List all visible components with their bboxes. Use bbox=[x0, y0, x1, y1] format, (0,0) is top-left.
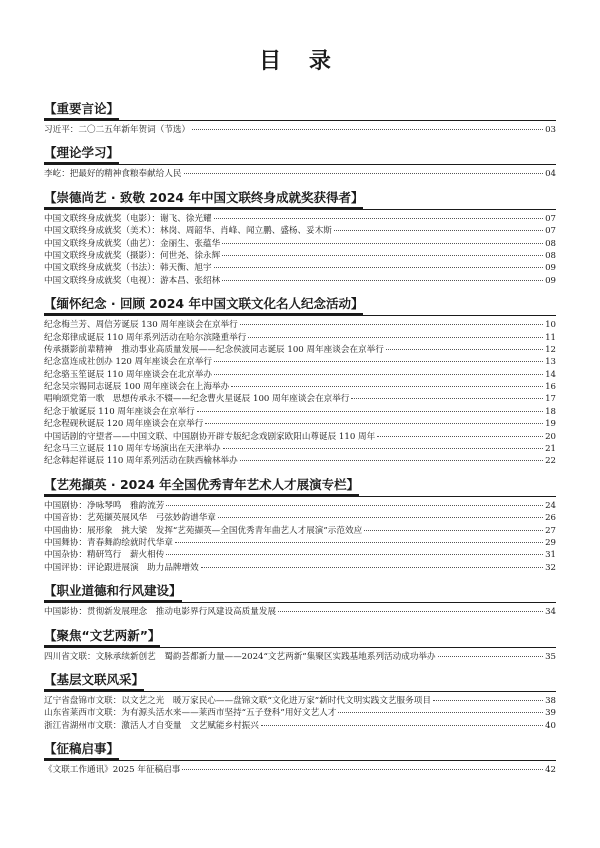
toc-entry[interactable] bbox=[44, 381, 556, 393]
toc-section bbox=[44, 625, 556, 663]
toc-entry[interactable] bbox=[44, 238, 556, 250]
toc-section bbox=[44, 474, 556, 574]
dot-leader bbox=[351, 398, 543, 399]
entry-title: 中国评协：评论跟进展演 助力品牌增效 bbox=[44, 562, 199, 573]
toc-entry[interactable] bbox=[44, 695, 556, 707]
entry-title: 纪念吴宗锡同志诞辰 100 周年座谈会在上海举办 bbox=[44, 382, 230, 393]
dot-leader bbox=[240, 324, 543, 325]
dot-leader bbox=[334, 230, 543, 231]
entry-title: 中国杂协：精研笃行 薪火相传 bbox=[44, 550, 165, 561]
page-title: 目 录 bbox=[259, 49, 341, 74]
dot-leader bbox=[433, 700, 543, 701]
entry-page-number: 07 bbox=[545, 213, 556, 224]
entry-title: 辽宁省盘锦市文联：以文艺之光 暖万家民心——盘锦文联“文化进万家”新时代文明实践文艺服务项目 bbox=[44, 695, 431, 706]
entry-page-number: 32 bbox=[545, 562, 556, 573]
section-entries bbox=[44, 602, 556, 618]
toc-entry[interactable] bbox=[44, 332, 556, 344]
entry-title: 四川省文联：文脉承续新创艺 蜀韵荟都新力量——2024“文艺两新”集聚区实践基地系列活动成功举办 bbox=[44, 651, 436, 662]
dot-leader bbox=[166, 554, 543, 555]
section-heading: 【缅怀纪念 · 回顾 2024 年中国文联文化名人纪念活动】 bbox=[44, 296, 363, 315]
entry-page-number: 29 bbox=[545, 537, 556, 548]
toc-section bbox=[44, 142, 556, 180]
entry-title: 纪念富连成社创办 120 周年座谈会在京举行 bbox=[44, 357, 212, 368]
entry-page-number: 07 bbox=[545, 226, 556, 237]
dot-leader bbox=[222, 243, 543, 244]
dot-leader bbox=[197, 411, 543, 412]
toc-entry[interactable] bbox=[44, 500, 556, 512]
toc-entry[interactable] bbox=[44, 525, 556, 537]
entry-title: 纪念郑律成诞辰 110 周年系列活动在哈尔滨隆重举行 bbox=[44, 332, 247, 343]
toc-entry[interactable] bbox=[44, 225, 556, 237]
dot-leader bbox=[364, 530, 543, 531]
toc-entry[interactable] bbox=[44, 393, 556, 405]
entry-title: 中国影协：贯彻新发展理念 推动电影界行风建设高质量发展 bbox=[44, 607, 277, 618]
toc-entry[interactable] bbox=[44, 431, 556, 443]
toc-entry[interactable] bbox=[44, 455, 556, 467]
toc-entry[interactable] bbox=[44, 356, 556, 368]
section-heading: 【崇德尚艺 · 致敬 2024 年中国文联终身成就奖获得者】 bbox=[44, 190, 363, 209]
section-entries bbox=[44, 315, 556, 468]
dot-leader bbox=[192, 129, 543, 130]
entry-title: 中国剧协：净咏琴鸣 雅韵流芳 bbox=[44, 500, 165, 511]
section-heading: 【征稿启事】 bbox=[44, 741, 119, 760]
toc-entry[interactable] bbox=[44, 406, 556, 418]
entry-title: 纪念梅兰芳、周信芳诞辰 130 周年座谈会在京举行 bbox=[44, 320, 238, 331]
dot-leader bbox=[438, 656, 543, 657]
toc-entry[interactable] bbox=[44, 764, 556, 776]
entry-page-number: 09 bbox=[545, 275, 556, 286]
table-of-contents bbox=[44, 98, 556, 777]
entry-page-number: 10 bbox=[545, 320, 556, 331]
entry-title: 唱响颂党第一歌 思想传承永不辍——纪念曹火星诞辰 100 周年座谈会在京举行 bbox=[44, 394, 350, 405]
toc-entry[interactable] bbox=[44, 250, 556, 262]
entry-title: 山东省莱西市文联：为有源头活水来——莱西市坚持“五子登科”用好文艺人才 bbox=[44, 708, 337, 719]
toc-entry[interactable] bbox=[44, 537, 556, 549]
entry-title: 中国文联终身成就奖（曲艺）：金丽生、张蕴华 bbox=[44, 238, 221, 249]
entry-title: 中国文联终身成就奖（书法）：韩天衡、旭宇 bbox=[44, 263, 212, 274]
entry-page-number: 03 bbox=[545, 125, 556, 135]
dot-leader bbox=[175, 542, 543, 543]
entry-title: 中国音协：艺苑撷英展风华 弓弦妙韵谱华章 bbox=[44, 513, 216, 524]
dot-leader bbox=[201, 567, 543, 568]
dot-leader bbox=[166, 505, 543, 506]
entry-page-number: 34 bbox=[545, 607, 556, 618]
entry-page-number: 16 bbox=[545, 382, 556, 393]
section-entries bbox=[44, 647, 556, 663]
toc-entry[interactable] bbox=[44, 651, 556, 663]
dot-leader bbox=[214, 361, 543, 362]
dot-leader bbox=[338, 712, 543, 713]
entry-page-number: 04 bbox=[545, 169, 556, 180]
entry-page-number: 27 bbox=[545, 525, 556, 536]
entry-page-number: 14 bbox=[545, 369, 556, 380]
toc-entry[interactable] bbox=[44, 720, 556, 732]
entry-page-number: 13 bbox=[545, 357, 556, 368]
dot-leader bbox=[182, 769, 543, 770]
toc-entry[interactable] bbox=[44, 512, 556, 524]
entry-page-number: 17 bbox=[545, 394, 556, 405]
section-heading: 【重要言论】 bbox=[44, 101, 119, 120]
toc-entry[interactable] bbox=[44, 344, 556, 356]
section-entries bbox=[44, 496, 556, 574]
entry-title: 纪念骆玉笙诞辰 110 周年座谈会在北京举办 bbox=[44, 369, 212, 380]
section-entries bbox=[44, 209, 556, 287]
entry-page-number: 39 bbox=[545, 708, 556, 719]
toc-entry[interactable] bbox=[44, 262, 556, 274]
entry-page-number: 08 bbox=[545, 238, 556, 249]
entry-page-number: 40 bbox=[545, 720, 556, 731]
entry-page-number: 21 bbox=[545, 444, 556, 455]
dot-leader bbox=[214, 218, 543, 219]
entry-title: 中国文联终身成就奖（美术）：林岗、周韶华、肖峰、闻立鹏、盛杨、妥木斯 bbox=[44, 226, 332, 237]
dot-leader bbox=[205, 423, 543, 424]
section-heading: 【艺苑擷英 · 2024 年全国优秀青年艺术人才展演专栏】 bbox=[44, 477, 359, 496]
dot-leader bbox=[278, 611, 543, 612]
entry-title: 李屹：把最好的精神食粮奉献给人民 bbox=[44, 169, 182, 180]
toc-entry[interactable] bbox=[44, 213, 556, 225]
section-entries bbox=[44, 120, 556, 136]
dot-leader bbox=[248, 337, 543, 338]
dot-leader bbox=[377, 436, 543, 437]
toc-entry[interactable] bbox=[44, 319, 556, 331]
section-entries bbox=[44, 760, 556, 776]
dot-leader bbox=[231, 386, 543, 387]
toc-entry[interactable] bbox=[44, 707, 556, 719]
entry-title: 中国舞协：青春舞韵绘就时代华章 bbox=[44, 537, 173, 548]
section-heading: 【基层文联风采】 bbox=[44, 672, 144, 691]
toc-section bbox=[44, 293, 556, 468]
entry-page-number: 18 bbox=[545, 406, 556, 417]
toc-entry[interactable] bbox=[44, 369, 556, 381]
entry-page-number: 24 bbox=[545, 500, 556, 511]
dot-leader bbox=[386, 349, 543, 350]
entry-title: 中国曲协：展形象 挑大梁 发挥“艺苑撷英—全国优秀青年曲艺人才展演”示范效应 bbox=[44, 525, 363, 536]
dot-leader bbox=[223, 448, 544, 449]
dot-leader bbox=[240, 460, 543, 461]
entry-page-number: 19 bbox=[545, 419, 556, 430]
dot-leader bbox=[214, 374, 543, 375]
toc-entry[interactable] bbox=[44, 168, 556, 180]
entry-page-number: 20 bbox=[545, 431, 556, 442]
entry-title: 习近平：二〇二五年新年贺词（节选） bbox=[44, 125, 191, 135]
entry-page-number: 12 bbox=[545, 344, 556, 355]
toc-section bbox=[44, 738, 556, 776]
entry-title: 纪念韩起祥诞辰 110 周年系列活动在陕西榆林举办 bbox=[44, 456, 238, 467]
dot-leader bbox=[184, 173, 544, 174]
dot-leader bbox=[261, 725, 543, 726]
entry-title: 纪念马三立诞辰 110 周年专场演出在天津举办 bbox=[44, 444, 221, 455]
toc-section bbox=[44, 187, 556, 287]
dot-leader bbox=[222, 280, 543, 281]
toc-entry[interactable] bbox=[44, 549, 556, 561]
entry-title: 中国文联终身成就奖（摄影）：何世尧、徐永辉 bbox=[44, 250, 221, 261]
dot-leader bbox=[214, 267, 543, 268]
entry-page-number: 11 bbox=[545, 332, 556, 343]
entry-page-number: 09 bbox=[545, 263, 556, 274]
entry-title: 纪念程砚秋诞辰 120 周年座谈会在京举行 bbox=[44, 419, 204, 430]
entry-page-number: 22 bbox=[545, 456, 556, 467]
entry-title: 《文联工作通讯》2025 年征稿启事 bbox=[44, 765, 181, 776]
entry-page-number: 08 bbox=[545, 250, 556, 261]
dot-leader bbox=[218, 517, 543, 518]
section-entries bbox=[44, 691, 556, 732]
toc-entry[interactable] bbox=[44, 443, 556, 455]
entry-title: 浙江省湖州市文联：激活人才自变量 文艺赋能乡村振兴 bbox=[44, 720, 259, 731]
entry-page-number: 31 bbox=[545, 550, 556, 561]
toc-entry[interactable] bbox=[44, 275, 556, 287]
toc-entry[interactable] bbox=[44, 124, 556, 136]
entry-title: 纪念于敏诞辰 110 周年座谈会在京举行 bbox=[44, 406, 195, 417]
entry-title: 传承摄影前辈精神 推动事业高质量发展——纪念侯波同志诞辰 100 周年座谈会在京举行 bbox=[44, 344, 384, 355]
toc-entry[interactable] bbox=[44, 418, 556, 430]
entry-title: 中国文联终身成就奖（电视）：游本昌、张绍林 bbox=[44, 275, 221, 286]
dot-leader bbox=[222, 255, 543, 256]
section-heading: 【职业道德和行风建设】 bbox=[44, 583, 182, 602]
entry-page-number: 26 bbox=[545, 513, 556, 524]
toc-section bbox=[44, 580, 556, 618]
toc-entry[interactable] bbox=[44, 606, 556, 618]
toc-section bbox=[44, 98, 556, 136]
section-heading: 【聚焦“文艺两新”】 bbox=[44, 628, 160, 647]
entry-title: 中国话剧的守望者——中国文联、中国剧协开辟专版纪念戏剧家欧阳山尊诞辰 110 周年 bbox=[44, 431, 376, 442]
entry-title: 中国文联终身成就奖（电影）：谢飞、徐光耀 bbox=[44, 213, 212, 224]
toc-section bbox=[44, 669, 556, 732]
entry-page-number: 42 bbox=[545, 765, 556, 776]
toc-entry[interactable] bbox=[44, 562, 556, 574]
section-heading: 【理论学习】 bbox=[44, 145, 119, 164]
entry-page-number: 38 bbox=[545, 695, 556, 706]
section-entries bbox=[44, 164, 556, 180]
entry-page-number: 35 bbox=[545, 651, 556, 662]
